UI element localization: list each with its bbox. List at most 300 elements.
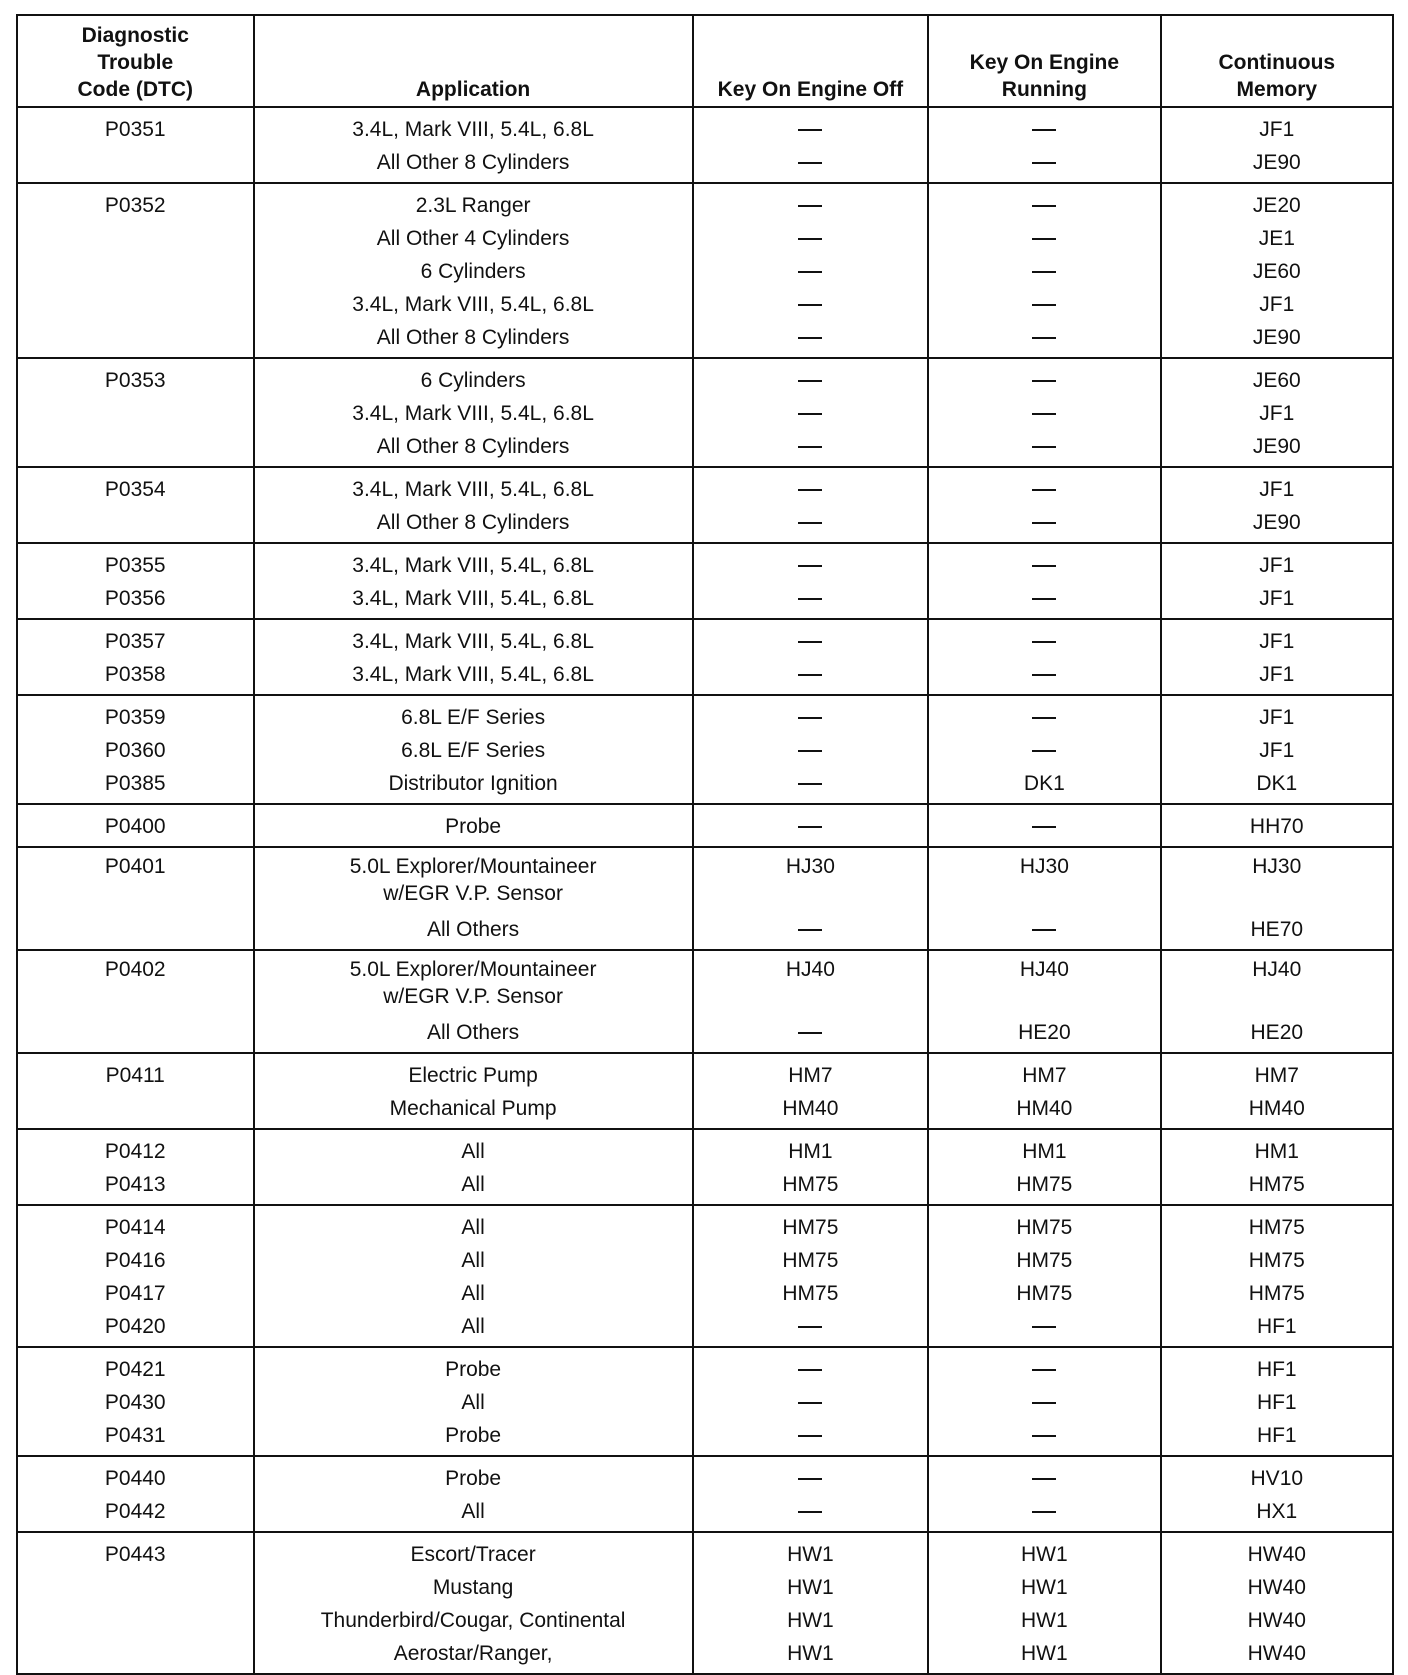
key-on-engine-off: HM7 [788, 1064, 833, 1087]
dtc-code: P0359 [104, 706, 166, 729]
key-on-engine-off-cell [693, 847, 929, 913]
dash-mark [798, 565, 822, 567]
continuous-memory-cell [1161, 397, 1393, 430]
dtc-code: P0430 [104, 1391, 166, 1414]
continuous-memory: HW40 [1247, 1576, 1306, 1599]
continuous-memory: JF1 [1259, 706, 1295, 729]
key-on-engine-running [929, 113, 1159, 146]
key-on-engine-off-cell [693, 321, 929, 358]
continuous-memory: DK1 [1256, 772, 1298, 795]
dtc-code [18, 321, 253, 354]
table-row [17, 1205, 1393, 1244]
key-on-engine-running [929, 473, 1159, 506]
table-row [17, 1347, 1393, 1386]
application: 3.4L, Mark VIII, 5.4L, 6.8L [352, 478, 594, 501]
key-on-engine-running-cell [928, 658, 1160, 695]
dtc-code-cell [17, 582, 254, 619]
dtc-code-cell [17, 1604, 254, 1637]
table-row [17, 288, 1393, 321]
key-on-engine-off-cell [693, 1129, 929, 1168]
table-body [17, 107, 1393, 1674]
table-row [17, 1277, 1393, 1310]
key-on-engine-off [694, 1016, 928, 1049]
dtc-code-cell [17, 430, 254, 467]
continuous-memory: HM40 [1248, 1097, 1305, 1120]
key-on-engine-running [929, 506, 1159, 539]
dash-mark [798, 337, 822, 339]
dtc-code-cell [17, 1310, 254, 1347]
application: All Other 8 Cylinders [376, 151, 570, 174]
key-on-engine-running-cell [928, 1129, 1160, 1168]
application: 3.4L, Mark VIII, 5.4L, 6.8L [352, 663, 594, 686]
dtc-code-cell [17, 1016, 254, 1053]
continuous-memory: HJ30 [1252, 855, 1302, 878]
dtc-code-cell [17, 1456, 254, 1495]
application-cell [254, 255, 693, 288]
continuous-memory-cell [1161, 543, 1393, 582]
key-on-engine-running-cell [928, 1053, 1160, 1092]
key-on-engine-running [929, 625, 1159, 658]
dash-mark [1032, 304, 1056, 306]
dtc-code-cell [17, 767, 254, 804]
application-cell [254, 804, 693, 847]
dtc-code [18, 397, 253, 430]
key-on-engine-off-cell [693, 1016, 929, 1053]
dash-mark [1032, 337, 1056, 339]
application: All Other 8 Cylinders [376, 435, 570, 458]
continuous-memory-cell [1161, 255, 1393, 288]
dtc-code: P0431 [104, 1424, 166, 1447]
dash-mark [798, 641, 822, 643]
continuous-memory-cell [1161, 321, 1393, 358]
header-continuous-memory: Continuous Memory [1161, 15, 1393, 107]
continuous-memory-cell [1161, 430, 1393, 467]
dash-mark [798, 929, 822, 931]
dash-mark [798, 446, 822, 448]
continuous-memory: HV10 [1250, 1467, 1304, 1490]
key-on-engine-running: HW1 [1021, 1642, 1068, 1665]
dtc-code [18, 1092, 253, 1125]
dash-mark [798, 1032, 822, 1034]
dtc-code: P0355 [104, 554, 166, 577]
dash-mark [1032, 271, 1056, 273]
key-on-engine-running-cell [928, 288, 1160, 321]
dash-mark [1032, 238, 1056, 240]
dash-mark [1032, 929, 1056, 931]
continuous-memory: JE90 [1252, 511, 1301, 534]
application: All Others [426, 918, 520, 941]
continuous-memory-cell [1161, 1495, 1393, 1532]
application-cell [254, 913, 693, 950]
table-row [17, 1092, 1393, 1129]
dtc-code [18, 288, 253, 321]
continuous-memory: JE90 [1252, 326, 1301, 349]
dtc-code-cell [17, 543, 254, 582]
key-on-engine-off: HJ30 [785, 855, 835, 878]
dtc-code: P0414 [104, 1216, 166, 1239]
key-on-engine-running [929, 549, 1159, 582]
dtc-code-cell [17, 397, 254, 430]
key-on-engine-off [694, 549, 928, 582]
dtc-code: P0360 [104, 739, 166, 762]
table-row [17, 358, 1393, 397]
key-on-engine-off [694, 288, 928, 321]
continuous-memory-cell [1161, 913, 1393, 950]
dtc-code-cell [17, 1386, 254, 1419]
application: Distributor Ignition [388, 772, 558, 795]
continuous-memory-cell [1161, 1092, 1393, 1129]
key-on-engine-running-cell [928, 183, 1160, 222]
application-cell [254, 619, 693, 658]
application: 3.4L, Mark VIII, 5.4L, 6.8L [352, 118, 594, 141]
key-on-engine-off-cell [693, 397, 929, 430]
dtc-code-cell [17, 1347, 254, 1386]
application: All [461, 1500, 485, 1523]
key-on-engine-running [929, 1386, 1159, 1419]
key-on-engine-running [929, 222, 1159, 255]
key-on-engine-off [694, 701, 928, 734]
key-on-engine-off [694, 364, 928, 397]
key-on-engine-running-cell [928, 1419, 1160, 1456]
application: Probe [445, 1424, 502, 1447]
application-cell [254, 767, 693, 804]
key-on-engine-running [929, 397, 1159, 430]
dtc-code: P0440 [104, 1467, 166, 1490]
table-row [17, 1604, 1393, 1637]
continuous-memory-cell [1161, 1053, 1393, 1092]
application: Mustang [432, 1576, 514, 1599]
key-on-engine-running [929, 1462, 1159, 1495]
key-on-engine-running [929, 701, 1159, 734]
application-cell [254, 358, 693, 397]
dtc-code-cell [17, 1419, 254, 1456]
dtc-code: P0421 [104, 1358, 166, 1381]
dtc-code [18, 1016, 253, 1049]
key-on-engine-off [694, 321, 928, 354]
key-on-engine-off [694, 582, 928, 615]
application: Aerostar/Ranger, [393, 1642, 553, 1665]
application: 5.0L Explorer/Mountaineer w/EGR V.P. Sensor [349, 958, 597, 1008]
application-cell [254, 1571, 693, 1604]
key-on-engine-off-cell [693, 1053, 929, 1092]
key-on-engine-running-cell [928, 1495, 1160, 1532]
continuous-memory-cell [1161, 222, 1393, 255]
table-row [17, 397, 1393, 430]
application-cell [254, 467, 693, 506]
key-on-engine-off [694, 734, 928, 767]
dash-mark [1032, 1478, 1056, 1480]
continuous-memory: HE20 [1250, 1021, 1304, 1044]
dtc-code-cell [17, 1168, 254, 1205]
dash-mark [798, 413, 822, 415]
key-on-engine-off: HM75 [782, 1249, 839, 1272]
application: All [461, 1216, 485, 1239]
key-on-engine-off [694, 506, 928, 539]
dash-mark [798, 162, 822, 164]
table-row [17, 506, 1393, 543]
continuous-memory-cell [1161, 288, 1393, 321]
application-cell [254, 1604, 693, 1637]
dtc-code: P0401 [104, 855, 166, 878]
dash-mark [798, 717, 822, 719]
key-on-engine-running-cell [928, 1244, 1160, 1277]
application-cell [254, 397, 693, 430]
key-on-engine-off [694, 913, 928, 946]
continuous-memory-cell [1161, 1604, 1393, 1637]
key-on-engine-running: HM7 [1022, 1064, 1067, 1087]
key-on-engine-running [929, 582, 1159, 615]
key-on-engine-off [694, 1386, 928, 1419]
dash-mark [798, 205, 822, 207]
key-on-engine-running: HE20 [1018, 1021, 1071, 1044]
application-cell [254, 107, 693, 146]
continuous-memory: JF1 [1259, 554, 1295, 577]
application-cell [254, 1532, 693, 1571]
continuous-memory-cell [1161, 1310, 1393, 1347]
continuous-memory-cell [1161, 506, 1393, 543]
continuous-memory-cell [1161, 1168, 1393, 1205]
dtc-code: P0420 [104, 1315, 166, 1338]
application: Mechanical Pump [389, 1097, 557, 1120]
application: Probe [445, 1358, 502, 1381]
continuous-memory: HJ40 [1252, 958, 1302, 981]
key-on-engine-running: HM1 [1022, 1140, 1067, 1163]
dtc-code-cell [17, 1637, 254, 1674]
dash-mark [798, 1402, 822, 1404]
key-on-engine-running [929, 288, 1159, 321]
continuous-memory-cell [1161, 467, 1393, 506]
key-on-engine-off-cell [693, 1532, 929, 1571]
dash-mark [798, 674, 822, 676]
table-row [17, 950, 1393, 1016]
dash-mark [1032, 641, 1056, 643]
key-on-engine-off-cell [693, 358, 929, 397]
application: 6 Cylinders [420, 260, 526, 283]
dtc-code [18, 222, 253, 255]
table-row [17, 1386, 1393, 1419]
key-on-engine-off-cell [693, 107, 929, 146]
key-on-engine-off-cell [693, 1347, 929, 1386]
dash-mark [1032, 489, 1056, 491]
dash-mark [1032, 129, 1056, 131]
key-on-engine-running [929, 255, 1159, 288]
key-on-engine-running-cell [928, 222, 1160, 255]
dtc-code-cell [17, 183, 254, 222]
application-cell [254, 695, 693, 734]
key-on-engine-off: HM75 [782, 1173, 839, 1196]
key-on-engine-running: HM75 [1016, 1173, 1073, 1196]
key-on-engine-off-cell [693, 1277, 929, 1310]
dtc-code-cell [17, 913, 254, 950]
application: 6 Cylinders [420, 369, 526, 392]
table-row [17, 1532, 1393, 1571]
key-on-engine-running-cell [928, 767, 1160, 804]
dash-mark [798, 304, 822, 306]
application: Thunderbird/Cougar, Continental [320, 1609, 626, 1632]
dtc-code-cell [17, 804, 254, 847]
dash-mark [798, 380, 822, 382]
dash-mark [1032, 826, 1056, 828]
key-on-engine-off [694, 222, 928, 255]
continuous-memory: JF1 [1259, 663, 1295, 686]
dtc-code [18, 913, 253, 946]
dash-mark [1032, 674, 1056, 676]
key-on-engine-running-cell [928, 467, 1160, 506]
key-on-engine-running-cell [928, 397, 1160, 430]
application-cell [254, 1456, 693, 1495]
dash-mark [798, 1369, 822, 1371]
key-on-engine-running [929, 1310, 1159, 1343]
table-row [17, 1016, 1393, 1053]
dash-mark [1032, 565, 1056, 567]
continuous-memory: HM75 [1248, 1249, 1305, 1272]
table-row [17, 1495, 1393, 1532]
application-cell [254, 582, 693, 619]
continuous-memory: JE90 [1252, 435, 1301, 458]
application-cell [254, 430, 693, 467]
table-row [17, 321, 1393, 358]
dtc-code: P0416 [104, 1249, 166, 1272]
key-on-engine-off: HM1 [788, 1140, 833, 1163]
table-row [17, 1129, 1393, 1168]
application-cell [254, 1386, 693, 1419]
table-row [17, 430, 1393, 467]
key-on-engine-running-cell [928, 1168, 1160, 1205]
dtc-code: P0358 [104, 663, 166, 686]
table-row [17, 183, 1393, 222]
key-on-engine-running [929, 1495, 1159, 1528]
application: All Other 4 Cylinders [376, 227, 570, 250]
key-on-engine-off-cell [693, 619, 929, 658]
key-on-engine-off-cell [693, 913, 929, 950]
application: Escort/Tracer [410, 1543, 536, 1566]
dtc-code [18, 1571, 253, 1604]
continuous-memory: HW40 [1247, 1642, 1306, 1665]
dash-mark [798, 750, 822, 752]
key-on-engine-running-cell [928, 619, 1160, 658]
continuous-memory: HM75 [1248, 1282, 1305, 1305]
key-on-engine-off-cell [693, 1386, 929, 1419]
key-on-engine-running-cell [928, 358, 1160, 397]
dash-mark [1032, 598, 1056, 600]
key-on-engine-running [929, 321, 1159, 354]
table-row [17, 467, 1393, 506]
key-on-engine-running-cell [928, 1277, 1160, 1310]
application: All Others [426, 1021, 520, 1044]
key-on-engine-off [694, 625, 928, 658]
dash-mark [1032, 1402, 1056, 1404]
key-on-engine-off: HW1 [787, 1642, 834, 1665]
table-row [17, 913, 1393, 950]
key-on-engine-off [694, 1310, 928, 1343]
application-cell [254, 146, 693, 183]
application-cell [254, 1168, 693, 1205]
application-cell [254, 950, 693, 1016]
application-cell [254, 1277, 693, 1310]
key-on-engine-running [929, 189, 1159, 222]
continuous-memory-cell [1161, 1637, 1393, 1674]
table-row [17, 1310, 1393, 1347]
key-on-engine-running-cell [928, 695, 1160, 734]
key-on-engine-off-cell [693, 695, 929, 734]
key-on-engine-off-cell [693, 146, 929, 183]
continuous-memory: JE60 [1252, 260, 1301, 283]
key-on-engine-running: HW1 [1021, 1543, 1068, 1566]
continuous-memory: JE1 [1258, 227, 1295, 250]
application: 3.4L, Mark VIII, 5.4L, 6.8L [352, 554, 594, 577]
dash-mark [798, 129, 822, 131]
key-on-engine-running: DK1 [1023, 772, 1065, 795]
dash-mark [798, 1435, 822, 1437]
dash-mark [798, 271, 822, 273]
application: Electric Pump [408, 1064, 538, 1087]
application: All [461, 1282, 485, 1305]
table-row [17, 658, 1393, 695]
continuous-memory: JF1 [1259, 118, 1295, 141]
table-row [17, 1571, 1393, 1604]
key-on-engine-running-cell [928, 1604, 1160, 1637]
application: 3.4L, Mark VIII, 5.4L, 6.8L [352, 293, 594, 316]
application: 6.8L E/F Series [401, 739, 546, 762]
continuous-memory: JE90 [1252, 151, 1301, 174]
continuous-memory: HF1 [1256, 1315, 1297, 1338]
dtc-code-cell [17, 1571, 254, 1604]
key-on-engine-running: HW1 [1021, 1576, 1068, 1599]
key-on-engine-running [929, 913, 1159, 946]
dtc-code: P0411 [105, 1064, 165, 1087]
key-on-engine-off-cell [693, 1244, 929, 1277]
key-on-engine-off: HW1 [787, 1609, 834, 1632]
dtc-code-cell [17, 619, 254, 658]
dash-mark [798, 489, 822, 491]
key-on-engine-off: HW1 [787, 1543, 834, 1566]
table-row [17, 1456, 1393, 1495]
continuous-memory-cell [1161, 1456, 1393, 1495]
dtc-code-cell [17, 734, 254, 767]
application-cell [254, 847, 693, 913]
application-cell [254, 1347, 693, 1386]
continuous-memory-cell [1161, 1532, 1393, 1571]
key-on-engine-off [694, 1495, 928, 1528]
application-cell [254, 288, 693, 321]
continuous-memory-cell [1161, 1571, 1393, 1604]
key-on-engine-off-cell [693, 430, 929, 467]
key-on-engine-running-cell [928, 1386, 1160, 1419]
dash-mark [1032, 1435, 1056, 1437]
continuous-memory-cell [1161, 1386, 1393, 1419]
continuous-memory-cell [1161, 582, 1393, 619]
dash-mark [798, 238, 822, 240]
key-on-engine-off [694, 430, 928, 463]
key-on-engine-off: HW1 [787, 1576, 834, 1599]
key-on-engine-off: HM75 [782, 1282, 839, 1305]
key-on-engine-off-cell [693, 1310, 929, 1347]
dash-mark [798, 826, 822, 828]
dash-mark [798, 1511, 822, 1513]
continuous-memory: JF1 [1259, 478, 1295, 501]
dtc-code: P0354 [104, 478, 166, 501]
application-cell [254, 734, 693, 767]
continuous-memory-cell [1161, 619, 1393, 658]
table-row [17, 619, 1393, 658]
application-cell [254, 1419, 693, 1456]
continuous-memory-cell [1161, 1129, 1393, 1168]
dtc-code-cell [17, 1277, 254, 1310]
key-on-engine-off [694, 1462, 928, 1495]
dtc-code-cell [17, 321, 254, 358]
key-on-engine-running [929, 364, 1159, 397]
key-on-engine-running [929, 146, 1159, 179]
